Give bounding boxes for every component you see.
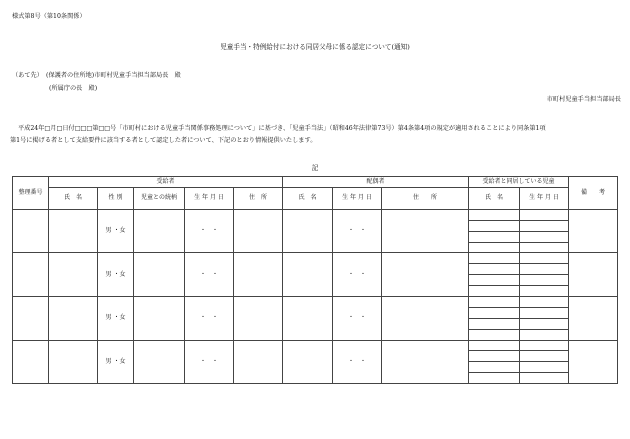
child-name-cell [469, 264, 520, 275]
child-birthdate-cell [520, 220, 569, 231]
recipient-birthdate-header: 生 年 月 日 [185, 187, 234, 209]
data-row [13, 297, 618, 308]
child-name-cell [469, 340, 520, 351]
recipient-address-cell [234, 253, 283, 297]
recipient-birthdate-cell: ・ ・ [185, 340, 234, 384]
child-name-cell [469, 242, 520, 253]
recipient-birthdate-cell: ・ ・ [185, 297, 234, 341]
spouse-address-cell [382, 340, 469, 384]
child-birthdate-cell [520, 340, 569, 351]
notes-cell [569, 209, 618, 253]
spouse-name-cell [283, 209, 333, 253]
table-body [13, 177, 618, 384]
child-birthdate-cell [520, 242, 569, 253]
data-row [13, 340, 618, 351]
spouse-name-cell [283, 340, 333, 384]
child-name-cell [469, 286, 520, 297]
header-row [13, 177, 618, 188]
spouse-birthdate-cell: ・ ・ [333, 253, 382, 297]
form-number: 様式第8号（第10条関係） [12, 13, 86, 20]
recipient-name-cell [49, 340, 98, 384]
recipient-address-cell [234, 297, 283, 341]
recipient-sex-header: 性 別 [98, 187, 134, 209]
spouse-birthdate-cell: ・ ・ [333, 209, 382, 253]
recipient-name-cell [49, 253, 98, 297]
notes-cell [569, 297, 618, 341]
data-row [13, 253, 618, 264]
child-birthdate-cell [520, 362, 569, 373]
child-name-cell [469, 275, 520, 286]
spouse-name-header: 氏 名 [283, 187, 333, 209]
recipient-birthdate-cell: ・ ・ [185, 253, 234, 297]
recipient-relation-cell [134, 297, 185, 341]
recipient-relation-cell [134, 340, 185, 384]
recipient-name-header: 氏 名 [49, 187, 98, 209]
child-birthdate-cell [520, 373, 569, 384]
addressee-line-1: （あて先） (保護者の住所地)市町村児童手当担当部局長 殿 [12, 72, 181, 79]
child-birthdate-cell [520, 275, 569, 286]
child-name-cell [469, 351, 520, 362]
spouse-birthdate-cell: ・ ・ [333, 297, 382, 341]
recipient-sex-cell: 男 ・女 [98, 340, 134, 384]
child-birthdate-header: 生 年 月 日 [520, 187, 569, 209]
recipient-address-cell [234, 209, 283, 253]
recipient-relation-header: 児童との続柄 [134, 187, 185, 209]
child-name-cell [469, 231, 520, 242]
spouse-name-cell [283, 297, 333, 341]
col-number-header: 整理番号 [13, 177, 49, 210]
spouse-name-cell [283, 253, 333, 297]
spouse-birthdate-header: 生 年 月 日 [333, 187, 382, 209]
child-birthdate-cell [520, 286, 569, 297]
report-table [12, 176, 618, 384]
col-recipient-header: 受給者 [49, 177, 283, 188]
col-children-header: 受給者と同居している児童 [469, 177, 569, 188]
child-name-cell [469, 318, 520, 329]
child-name-header: 氏 名 [469, 187, 520, 209]
child-name-cell [469, 209, 520, 220]
child-birthdate-cell [520, 253, 569, 264]
addressee-line-2: (所属庁の長 殿) [49, 85, 98, 92]
col-notes-header: 備 考 [569, 177, 618, 210]
data-row [13, 209, 618, 220]
notes-cell [569, 340, 618, 384]
spouse-address-header: 住 所 [382, 187, 469, 209]
recipient-name-cell [49, 209, 98, 253]
spouse-address-cell [382, 253, 469, 297]
child-name-cell [469, 362, 520, 373]
body-paragraph [10, 123, 624, 147]
sender: 市町村児童手当担当部局長 [546, 96, 621, 103]
body-line-1: 平成24年□月□日付□□□第□□号「市町村における児童手当関係事務処理について」に基づき、「児童手当法」（昭和46年法律第73号）第4条第4項の規定が適用されることにより同条第1項 [18, 125, 546, 132]
notes-cell [569, 253, 618, 297]
child-birthdate-cell [520, 329, 569, 340]
child-name-cell [469, 329, 520, 340]
body-line-2: 第1号に掲げる者として支給要件に該当する者として認定した者について、下記のとおり情報提供いたします。 [10, 137, 317, 144]
child-birthdate-cell [520, 264, 569, 275]
child-birthdate-cell [520, 231, 569, 242]
spouse-birthdate-cell: ・ ・ [333, 340, 382, 384]
child-name-cell [469, 253, 520, 264]
child-birthdate-cell [520, 351, 569, 362]
col-spouse-header: 配偶者 [283, 177, 469, 188]
child-name-cell [469, 373, 520, 384]
child-name-cell [469, 220, 520, 231]
child-birthdate-cell [520, 307, 569, 318]
child-name-cell [469, 297, 520, 308]
spouse-address-cell [382, 297, 469, 341]
recipient-sex-cell: 男 ・女 [98, 209, 134, 253]
child-birthdate-cell [520, 297, 569, 308]
spouse-address-cell [382, 209, 469, 253]
recipient-sex-cell: 男 ・女 [98, 297, 134, 341]
ki-heading: 記 [311, 164, 319, 172]
child-birthdate-cell [520, 209, 569, 220]
child-name-cell [469, 307, 520, 318]
child-birthdate-cell [520, 318, 569, 329]
recipient-address-cell [234, 340, 283, 384]
subheader-row [13, 187, 618, 209]
recipient-address-header: 住 所 [234, 187, 283, 209]
recipient-relation-cell [134, 209, 185, 253]
recipient-relation-cell [134, 253, 185, 297]
number-cell [13, 253, 49, 297]
number-cell [13, 209, 49, 253]
number-cell [13, 340, 49, 384]
recipient-sex-cell: 男 ・女 [98, 253, 134, 297]
recipient-birthdate-cell: ・ ・ [185, 209, 234, 253]
number-cell [13, 297, 49, 341]
document-title: 児童手当・特例給付における同居父母に係る認定について(通知) [220, 43, 410, 51]
recipient-name-cell [49, 297, 98, 341]
